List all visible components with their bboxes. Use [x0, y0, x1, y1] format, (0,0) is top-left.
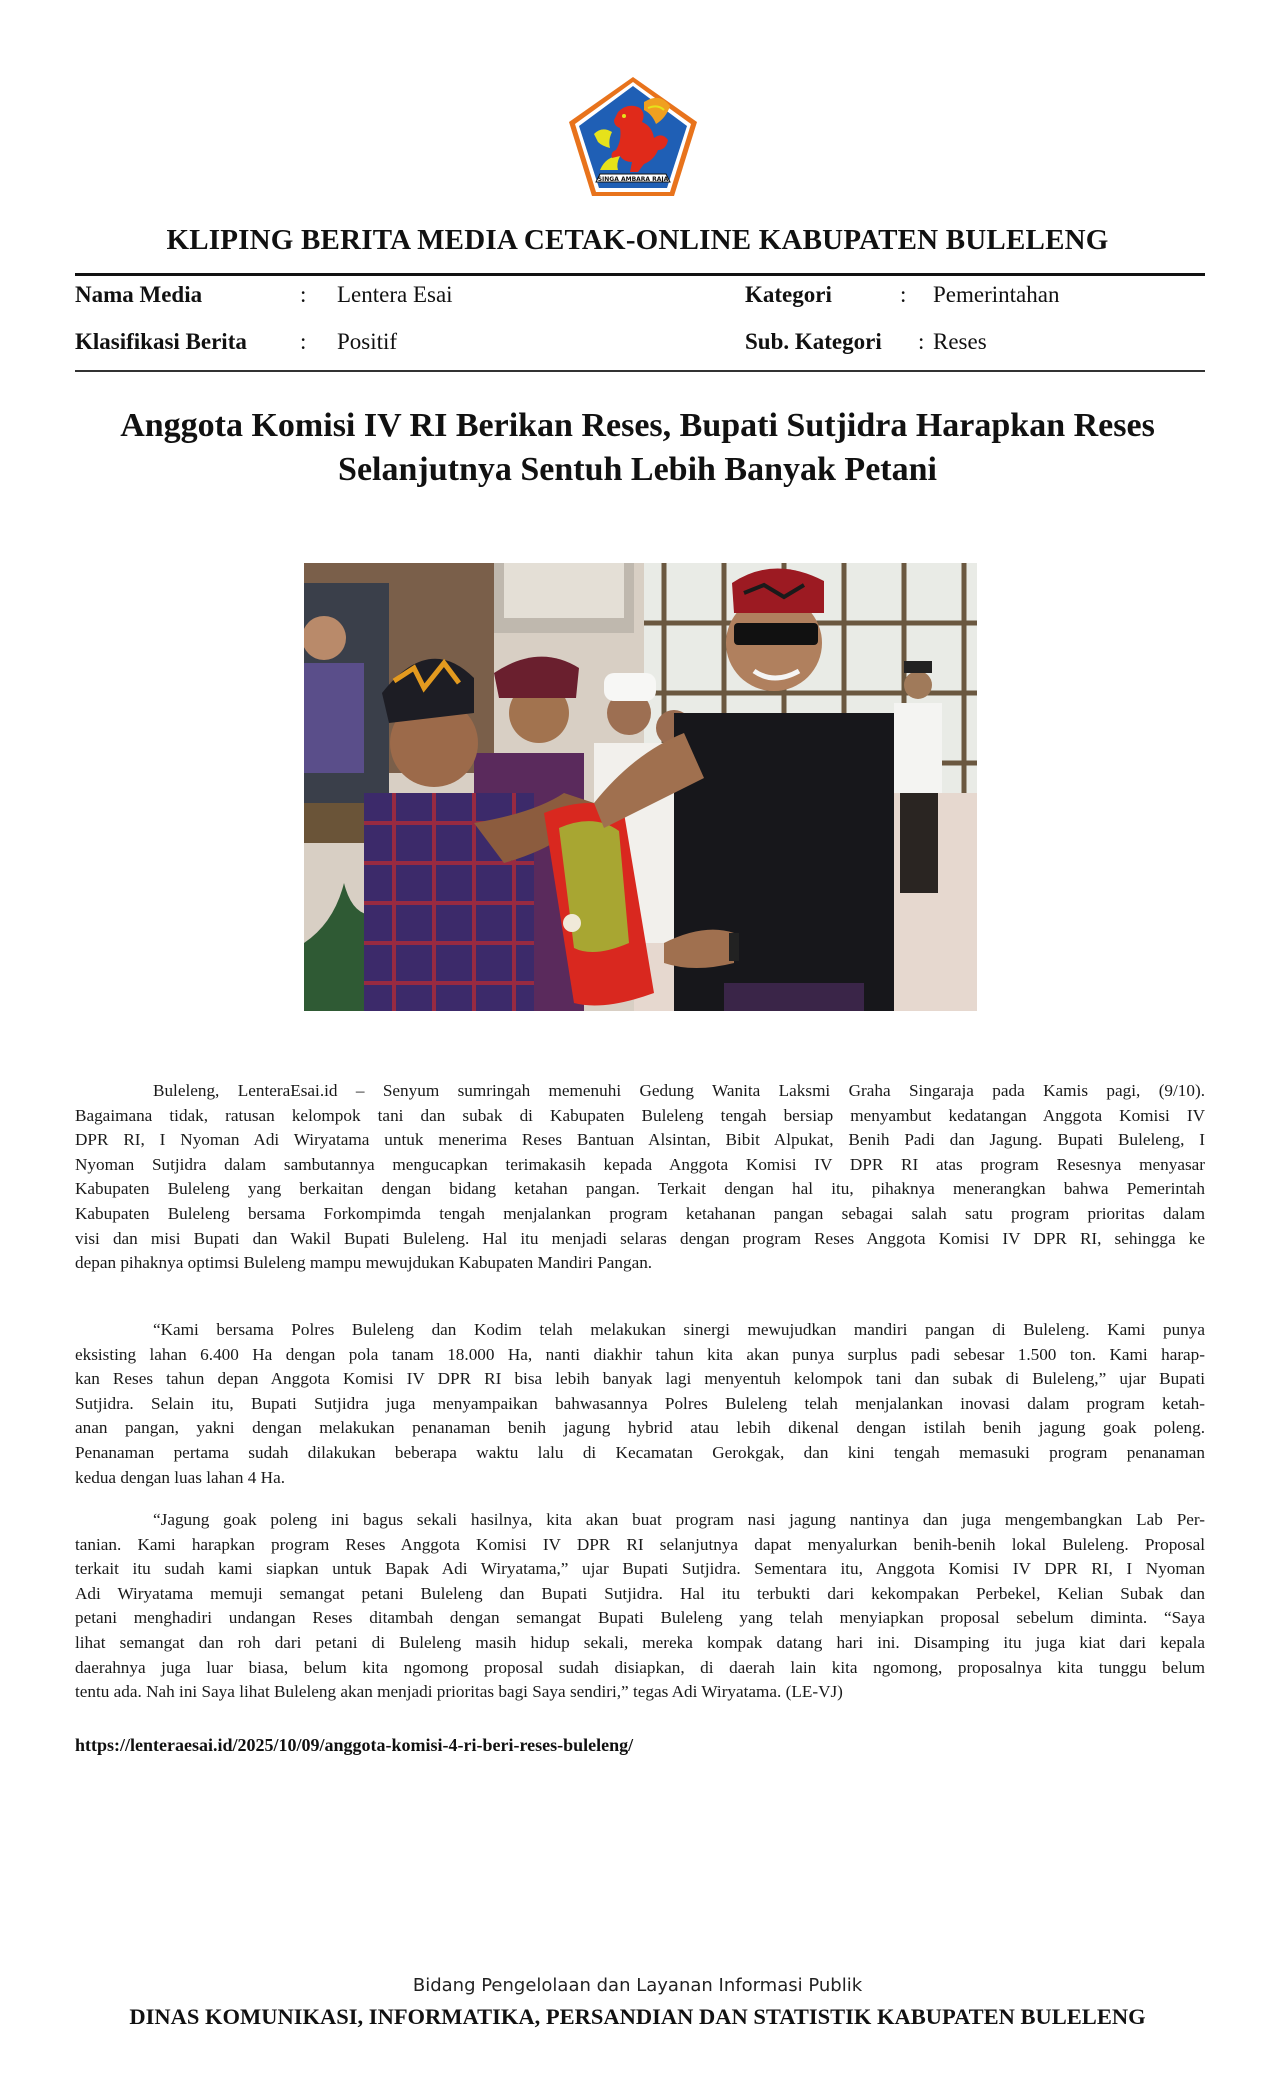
text-line: Bagaimana tidak, ratusan kelompok tani dan subak di Kabupaten Buleleng tengah bersiap menyambut kedatangan Anggota Komisi IV [75, 1105, 1205, 1125]
headline-line: Selanjutnya Sentuh Lebih Banyak Petani [338, 451, 937, 488]
source-url-link[interactable]: https://lenteraesai.id/2025/10/09/anggota-komisi-4-ri-beri-reses-buleleng/ [75, 1735, 634, 1755]
meta-value-sub-kategori: Reses [933, 329, 987, 354]
text-line: depan pihaknya optimsi Buleleng mampu mewujdukan Kabupaten Mandiri Pangan. [75, 1253, 653, 1273]
text-line: terkait itu sudah kami siapkan untuk Bapak Adi Wiryatama,” ujar Bupati Sutjidra. Sementara itu, Anggota Komisi IV DPR RI, I Nyoman [75, 1559, 1205, 1579]
text-line: “Kami bersama Polres Buleleng dan Kodim telah melakukan sinergi mewujudkan mandiri pangan di Buleleng. Kami punya [153, 1320, 1205, 1339]
text-line: kan Reses tahun depan Anggota Komisi IV DPR RI bisa lebih banyak lagi menyentuh kelompok tani dan subak di Buleleng,” ujar Bupati [75, 1369, 1205, 1389]
text-line: visi dan misi Bupati dan Wakil Bupati Buleleng. Hal itu menjadi selaras dengan program Reses Anggota Komisi IV DPR RI, sehingga ke [75, 1228, 1205, 1248]
meta-label-nama-media: Nama Media [75, 282, 203, 307]
meta-colon: : [300, 282, 307, 307]
article-paragraph-2 [75, 1318, 1205, 1490]
meta-colon: : [900, 282, 907, 307]
meta-label-kategori: Kategori [745, 282, 832, 307]
meta-label-klasifikasi: Klasifikasi Berita [75, 329, 247, 354]
text-line: Kabupaten Buleleng yang berkaitan dengan bidang ketahan pangan. Terkait dengan hal itu, pihaknya menerangkan bahwa Pemerintah [75, 1179, 1205, 1199]
text-line: anan pangan, yakni dengan melakukan penanaman benih jagung hybrid atau lebih dikenal dengan istilah benih jagung goak poleng. [75, 1418, 1205, 1438]
meta-colon: : [918, 329, 925, 354]
text-line: “Jagung goak poleng ini bagus sekali hasilnya, kita akan buat program nasi jagung nantinya dan juga mengembangkan Lab Per- [153, 1510, 1205, 1529]
article-paragraph-3 [75, 1508, 1205, 1705]
footer-agency: DINAS KOMUNIKASI, INFORMATIKA, PERSANDIAN DAN STATISTIK KABUPATEN BULELENG [129, 2004, 1146, 2029]
text-line: tentu ada. Nah ini Saya lihat Buleleng akan menjadi prioritas bagi Saya sendiri,” tegas Adi Wiryatama. (LE-VJ) [75, 1682, 843, 1702]
text-line: tanian. Kami harapkan program Reses Anggota Komisi IV DPR RI selanjutnya dapat menyalurkan benih-benih lokal Buleleng. Proposal [75, 1534, 1205, 1554]
text-line: Sutjidra. Selain itu, Bupati Sutjidra juga menyampaikan bahwasannya Polres Buleleng telah menjalankan inovasi dalam program ketah- [75, 1393, 1205, 1413]
meta-value-nama-media: Lentera Esai [337, 282, 453, 307]
article-paragraph-1 [75, 1079, 1205, 1276]
meta-value-klasifikasi: Positif [337, 329, 398, 354]
article-photo [304, 563, 977, 1011]
meta-label-sub-kategori: Sub. Kategori [745, 329, 882, 354]
text-line: eksisting lahan 6.400 Ha dengan pola tanam 18.000 Ha, nanti diakhir tahun kita akan punya surplus padi sebesar 1.500 ton. Kami harap- [75, 1344, 1205, 1364]
footer-division: Bidang Pengelolaan dan Layanan Informasi Publik [412, 1975, 863, 1996]
headline-line: Anggota Komisi IV RI Berikan Reses, Bupati Sutjidra Harapkan Reses [120, 407, 1155, 444]
clipping-title: KLIPING BERITA MEDIA CETAK-ONLINE KABUPATEN BULELENG [166, 224, 1109, 256]
text-line: Penanaman pertama sudah dilakukan beberapa waktu lalu di Kecamatan Gerokgak, dan kini tengah memasuki program penanaman [75, 1442, 1205, 1462]
meta-value-kategori: Pemerintahan [933, 282, 1060, 307]
text-line: Adi Wiryatama memuji semangat petani Buleleng dan Bupati Sutjidra. Hal itu terbukti dari kekompakan Perbekel, Kelian Subak dan [75, 1583, 1205, 1603]
article-headline [60, 404, 1215, 492]
text-line: kedua dengan luas lahan 4 Ha. [75, 1467, 285, 1487]
text-line: lihat semangat dan roh dari petani di Buleleng masih hidup sekali, mereka kompak datang hari ini. Disamping itu juga kiat dari kepala [75, 1632, 1205, 1652]
logo-motto: SINGA AMBARA RAJA [597, 176, 669, 183]
divider-top [75, 273, 1205, 276]
kabupaten-buleleng-logo [566, 74, 700, 200]
text-line: Nyoman Sutjidra dalam sambutannya mengucapkan terimakasih kepada Anggota Komisi IV DPR RI atas program Resesnya menyasar [75, 1154, 1205, 1174]
divider-bottom [75, 370, 1205, 372]
text-line: daerahnya juga luar biasa, belum kita ngomong proposal sudah disiapkan, di daerah lain kita ngomong, proposalnya kita tunggu belum [75, 1657, 1205, 1677]
text-line: Kabupaten Buleleng bersama Forkompimda tengah menjalankan program ketahanan pangan sebagai salah satu program prioritas dalam [75, 1203, 1205, 1223]
text-line: petani menghadiri undangan Reses ditambah dengan semangat Bupati Buleleng yang telah menyiapkan proposal sebelum diminta. “Saya [75, 1608, 1205, 1628]
meta-colon: : [300, 329, 307, 354]
text-line: DPR RI, I Nyoman Adi Wiryatama untuk menerima Reses Bantuan Alsintan, Bibit Alpukat, Benih Padi dan Jagung. Bupati Buleleng, I [75, 1130, 1205, 1150]
text-line: Buleleng, LenteraEsai.id – Senyum sumringah memenuhi Gedung Wanita Laksmi Graha Singaraja pada Kamis pagi, (9/10). [153, 1081, 1205, 1100]
